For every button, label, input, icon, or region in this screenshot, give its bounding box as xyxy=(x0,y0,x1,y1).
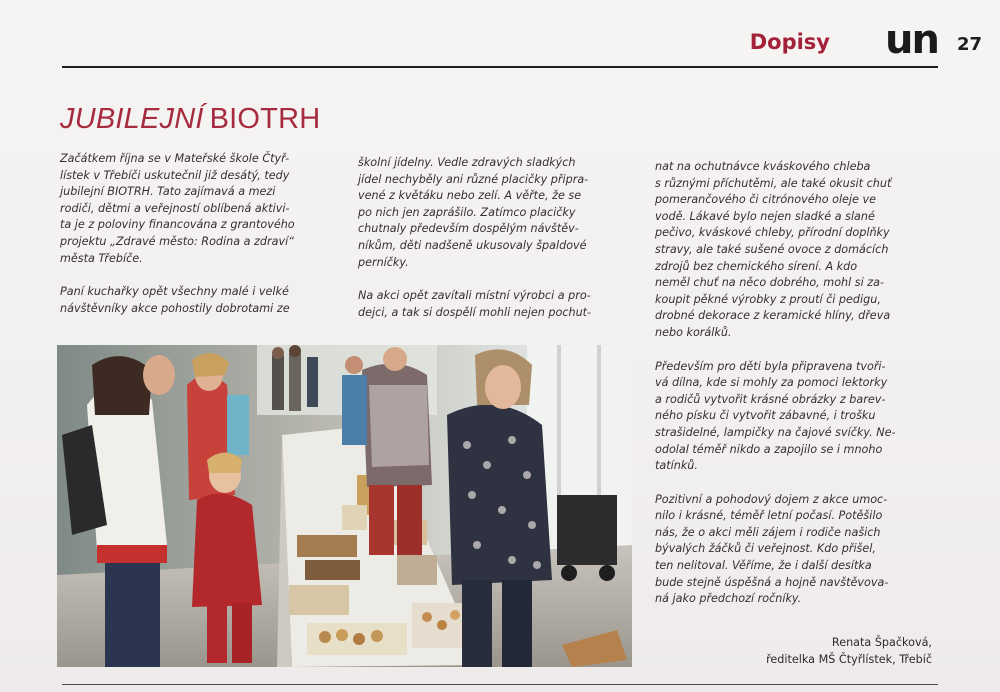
magazine-logo: un xyxy=(885,17,938,63)
paragraph: Především pro děti byla připravena tvoři- vá dílna, kde si mohly za pomoci lektorky a rodičů vytvořit krásné obrázky z barev- ného písku či vytvořit zábavné, i trošku strašidelné, lampičky na čajové svíčky. Ne- odolal téměř nikdo a zapojilo se i mnoho tatínků. xyxy=(655,359,896,473)
paragraph: Paní kuchařky opět všechny malé i velké návštěvníky akce pohostily dobrotami ze xyxy=(60,285,290,315)
article-signature: Renata Špačková, ředitelka MŠ Čtyřlístek, Třebíč xyxy=(766,636,932,666)
article-column-3 xyxy=(655,159,940,625)
paragraph: Na akci opět zavítali místní výrobci a pro- dejci, a tak si dospělí mohli nejen pochut- xyxy=(358,289,592,319)
article-title-part1: JUBILEJNÍ xyxy=(60,103,204,135)
article-title-part2: BIOTRH xyxy=(209,103,321,135)
paragraph: Začátkem října se v Mateřské škole Čtyř- lístek v Třebíči uskutečnil již desátý, tedy jubilejní BIOTRH. Tato zajímavá a mezi rodiči, dětmi a veřejností oblíbená aktivi- ta je z poloviny financována z grantového projektu „Zdravé město: Rodina a zdraví“ města Třebíče. xyxy=(60,152,295,265)
market-photo-illustration xyxy=(57,345,632,667)
paragraph: školní jídelny. Vedle zdravých sladkých jídel nechyběly ani různé placičky připra- vené z květáku nebo zelí. A věřte, že se po nich jen zaprášilo. Zatímco placičky chutnaly především dospělým návštěv- níkům, děti nadšeně ukusovaly špaldové perníčky. xyxy=(358,156,589,269)
paragraph: nat na ochutnávce kváskového chleba s různými příchutěmi, ale také okusit chuť pomerančového či citrónového oleje ve vodě. Lákavé bylo nejen sladké a slané pečivo, kváskové chleby, přírodní doplňky stravy, ale také sušené ovoce z domácích zdrojů bez chemického sírení. A kdo neměl chuť na něco dobrého, mohl si za- koupit pěkné výrobky z proutí či pedigu, drobné dekorace z keramické hlíny, dřeva nebo korálků. xyxy=(655,160,892,339)
article-photo xyxy=(57,345,632,667)
section-label: Dopisy xyxy=(749,30,830,54)
paragraph: Pozitivní a pohodový dojem z akce umoc- nilo i krásné, téměř letní počasí. Potěšilo nás, že o akci měli zájem i rodiče našich bývalých žáčků či veřejnost. Kdo přišel, ten nelitoval. Věříme, že i další desítka bude stejně úspěšná a hojně navštěvova- ná jako předchozí ročníky. xyxy=(655,492,889,606)
article-title xyxy=(60,103,320,136)
footer-divider xyxy=(62,684,938,685)
article-column-1 xyxy=(60,151,350,334)
page-number: 27 xyxy=(956,34,982,55)
header-divider xyxy=(62,66,938,68)
article-column-2 xyxy=(358,155,638,338)
